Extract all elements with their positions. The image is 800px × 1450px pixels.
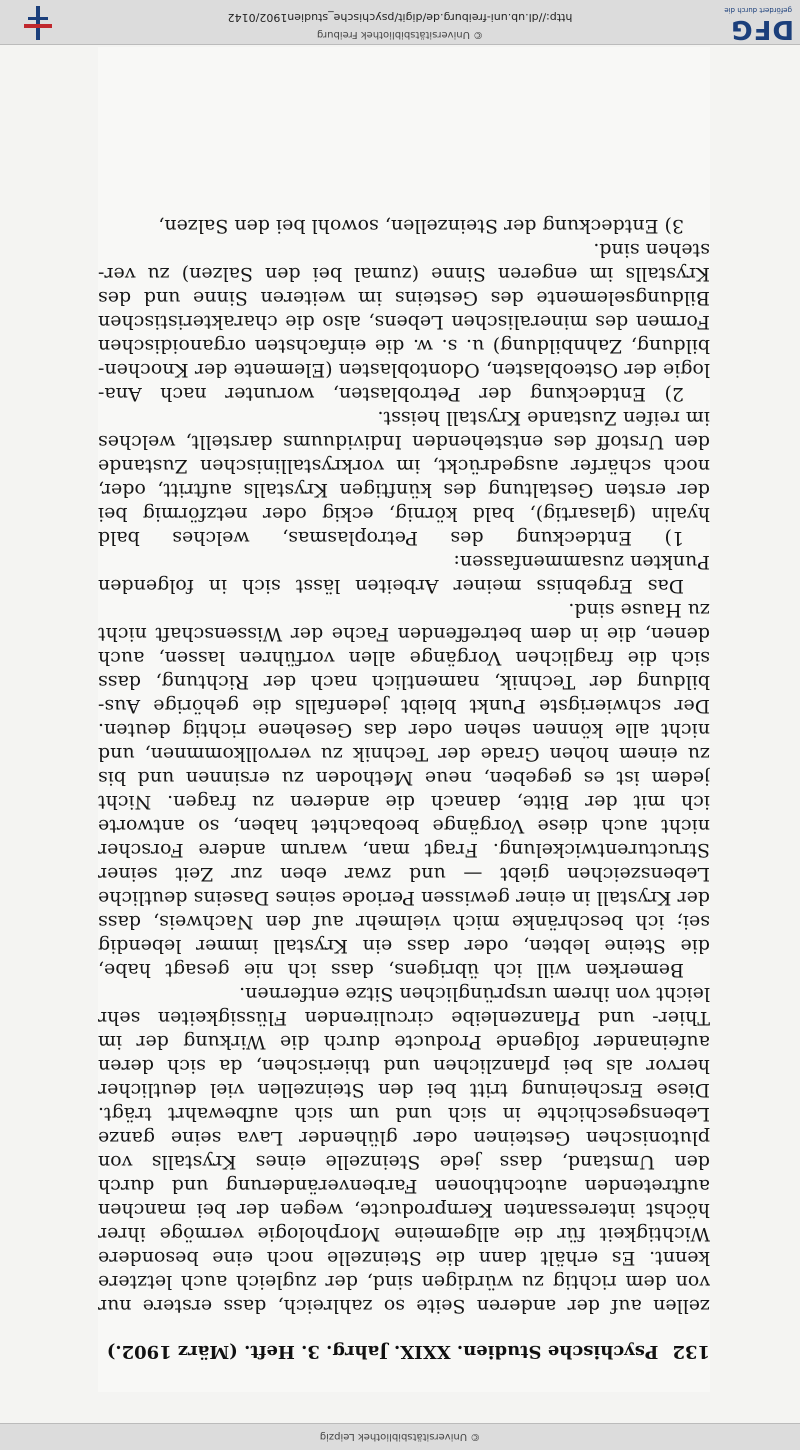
text-line: den Urstoff des entstehenden Individuums darstellt, welches <box>98 431 710 453</box>
text-line: der ersten Gestaltung des künftigen Krystalls auftritt, oder, <box>98 479 710 501</box>
text-line: von dem richtig zu würdigen sind, der zugleich auch letztere <box>98 1271 710 1293</box>
text-line: Structurentwickelung. Fragt man, warum andere Forscher <box>98 839 710 861</box>
text-line: höchst interessanten Kernproducte, wegen der bei manchen <box>98 1199 710 1221</box>
text-line: Bildungselemente des Gesteins im weiteren Sinne und des <box>98 287 710 309</box>
text-line: zu einem hohen Grade der Technik zu vervollkommnen, und <box>98 743 710 765</box>
text-line: Der schwierigste Punkt bleibt jedenfalls die gehörige Aus- <box>98 695 710 717</box>
bottom-bar <box>0 0 800 45</box>
text-line: ich mit der Bitte, danach die anderen zu fragen. Nicht <box>98 791 710 813</box>
top-bar <box>0 1423 800 1450</box>
text-line: Wichtigkeit für die allgemeine Morphologie vermöge ihrer <box>98 1223 710 1245</box>
bottom-copyright: © Universitätsbibliothek Freiburg <box>316 29 484 40</box>
text-line: zu Hause sind. <box>568 599 710 621</box>
top-copyright: © Universitätsbibliothek Leipzig <box>319 1431 481 1442</box>
text-line: hervor als bei pflanzlichen und thierischen, da sich deren <box>98 1055 710 1077</box>
text-line: jedem ist es gegeben, neue Methoden zu ersinnen und bis <box>98 767 710 789</box>
dfg-subtitle: gefördert durch die <box>724 6 792 14</box>
text-line: nicht alle können sehen oder das Gesehene richtig deuten. <box>98 719 710 741</box>
text-line: Diese Erscheinung tritt bei den Steinzellen viel deutlicher <box>98 1079 710 1101</box>
text-line: 3) Entdeckung der Steinzellen, sowohl bei den Salzen, <box>158 215 684 237</box>
running-head-text: Psychische Studien. XXIX. Jahrg. 3. Heft. (März 1902.) <box>106 1341 659 1362</box>
text-line: 1) Entdeckung des Petroplasmas, welches bald <box>98 527 684 549</box>
page-text <box>98 214 710 1318</box>
text-line: Das Ergebniss meiner Arbeiten lässt sich in folgenden <box>98 575 684 597</box>
text-line: hyalin (glasartig), bald körnig, eckig oder netzförmig bei <box>98 503 710 525</box>
text-line: im reifen Zustande Krystall heisst. <box>377 407 710 429</box>
text-line: bildung der Technik, namentlich nach der Richtung, dass <box>98 671 710 693</box>
text-line: logie der Osteoblasten, Odontoblasten (Elemente der Knochen- <box>98 359 710 381</box>
text-line: Krystalls im engeren Sinne (zumal bei den Salzen) zu ver- <box>98 263 710 285</box>
university-logo-icon <box>18 6 58 40</box>
text-line: bildung, Zahnbildung) u. s. w. die einfachsten organoidischen <box>98 335 710 357</box>
text-line: denen, die in dem betreffenden Fache der Wissenschaft nicht <box>98 623 710 645</box>
scanned-page <box>98 47 710 1392</box>
text-line: Bemerken will ich übrigens, dass ich nie gesagt habe, <box>98 959 684 981</box>
text-line: 2) Entdeckung der Petroblasten, worunter nach Ana- <box>98 383 684 405</box>
text-line: leicht von ihrem ursprünglichen Sitze entfernen. <box>239 983 710 1005</box>
text-line: Formen des mineralischen Lebens, also die charakteristischen <box>98 311 710 333</box>
text-line: Lebenszeichen giebt — und zwar eben zur Zeit seiner <box>98 863 710 885</box>
text-line: den Umstand, dass jede Steinzelle eines Krystalls von <box>98 1151 710 1173</box>
page-number: 132 <box>672 1341 710 1362</box>
text-line: nicht auch diese Vorgänge beobachtet haben, so antworte <box>98 815 710 837</box>
text-line: Punkten zusammenfassen: <box>453 551 710 573</box>
text-line: auftretenden autochthonen Farbenveränderung und durch <box>98 1175 710 1197</box>
text-line: der Krystall in einer gewissen Periode seines Daseins deutliche <box>98 887 710 909</box>
text-line: Lebensgeschichte in sich und um sich aufbewahrt trägt. <box>98 1103 710 1125</box>
dfg-logo: DFG <box>730 14 794 44</box>
text-line: aufeinander folgende Producte durch die Wirkung der im <box>98 1031 710 1053</box>
text-line: plutonischen Gesteinen oder glühender Lava seine ganze <box>98 1127 710 1149</box>
running-head <box>98 1341 710 1362</box>
text-line: die Steine lebten, oder dass ein Krystall immer lebendig <box>98 935 710 957</box>
page-url[interactable]: http://dl.ub.uni-freiburg.de/digit/psychische_studien1902/0142 <box>227 11 573 24</box>
text-line: stehen sind. <box>593 239 710 261</box>
text-line: sich die fraglichen Vorgänge allen vorführen lassen, auch <box>98 647 710 669</box>
text-line: zellen auf der anderen Seite so zahlreich, dass erstere nur <box>98 1295 710 1317</box>
text-line: sei; ich beschränke mich vielmehr auf den Nachweis, dass <box>98 911 710 933</box>
text-line: noch schärfer ausgedrückt, im vorkrystallinischen Zustande <box>98 455 710 477</box>
text-line: kennt. Es erhält dann die Steinzelle noch eine besondere <box>98 1247 710 1269</box>
text-line: Thier- und Pflanzenleibe circulirenden Flüssigkeiten sehr <box>98 1007 710 1029</box>
